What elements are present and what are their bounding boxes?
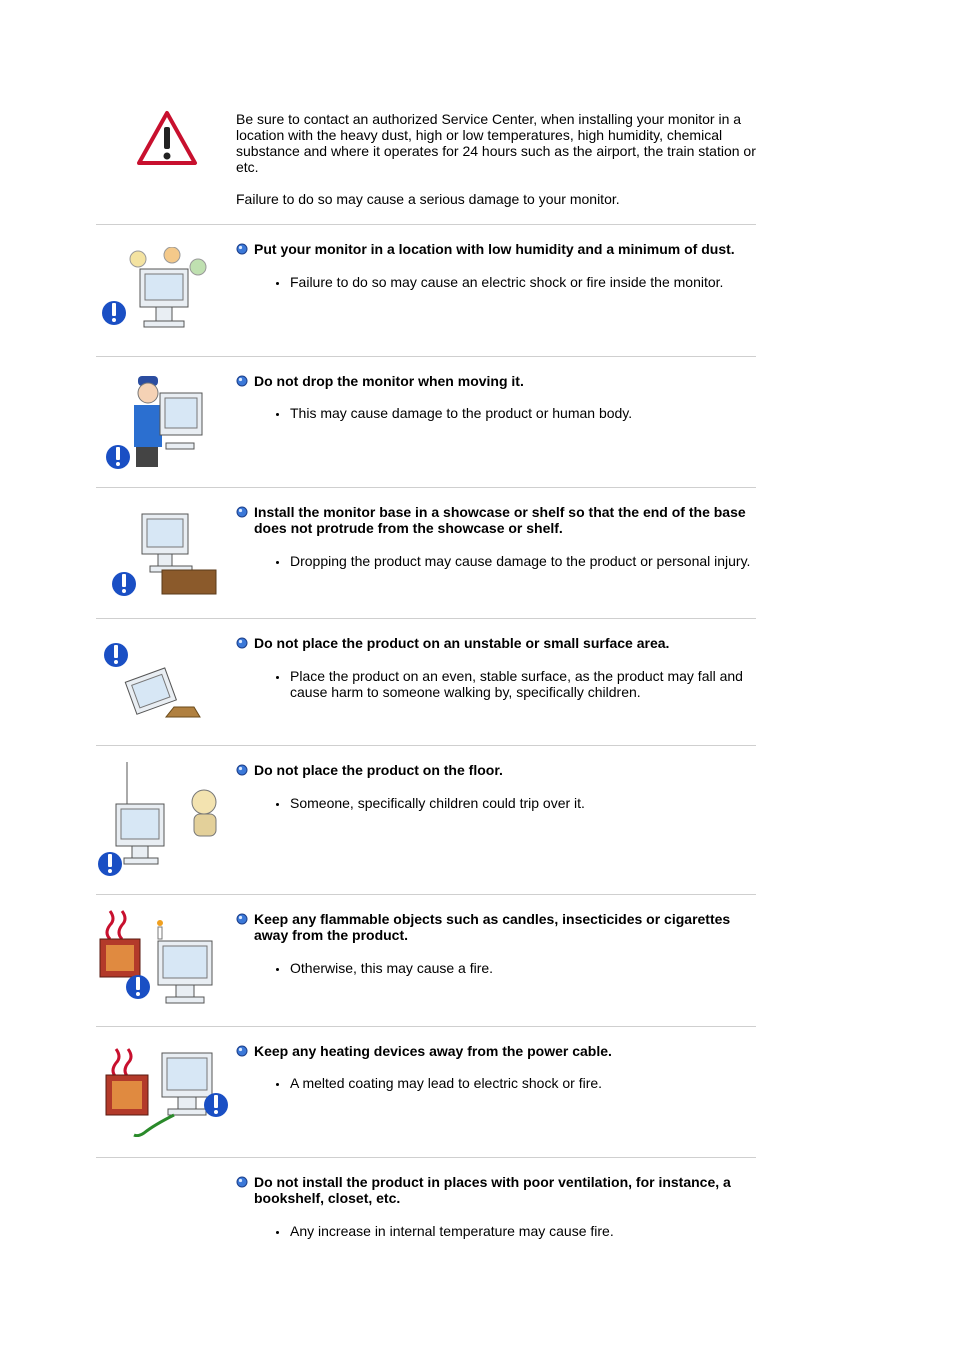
round-bullet-icon — [236, 637, 248, 649]
man-carrying-monitor-illustration — [104, 373, 204, 469]
section-title — [236, 635, 756, 651]
safety-section-6 — [96, 895, 756, 1026]
heater-candle-near-monitor-illustration — [96, 907, 232, 1011]
heater-near-power-cable-illustration — [104, 1045, 230, 1137]
section-title-text: Do not drop the monitor when moving it. — [254, 373, 524, 389]
round-bullet-icon — [236, 1176, 248, 1188]
section-bullets — [236, 1223, 756, 1239]
section-title — [236, 911, 756, 943]
round-bullet-icon — [236, 913, 248, 925]
section-bullets — [236, 795, 756, 811]
section-title — [236, 241, 756, 257]
section-title-text: Keep any flammable objects such as candles, insecticides or cigarettes away from the product. — [254, 911, 731, 943]
section-title — [236, 762, 756, 778]
section-title-text: Install the monitor base in a showcase or shelf so that the end of the base does not protrude from the showcase or shelf. — [254, 504, 746, 536]
monitor-on-floor-with-child-illustration — [96, 760, 228, 878]
bullet-item: Otherwise, this may cause a fire. — [236, 960, 756, 976]
section-title-text: Do not install the product in places with poor ventilation, for instance, a bookshelf, closet, etc. — [254, 1174, 731, 1206]
monitor-on-shelf-edge-illustration — [110, 504, 220, 596]
safety-section-4 — [96, 619, 756, 745]
intro-text — [236, 111, 756, 223]
bullet-item: Someone, specifically children could trip over it. — [236, 795, 756, 811]
section-title-text: Put your monitor in a location with low humidity and a minimum of dust. — [254, 241, 735, 257]
section-title-text: Do not place the product on the floor. — [254, 762, 503, 778]
section-title-text: Keep any heating devices away from the power cable. — [254, 1043, 612, 1059]
safety-section-3 — [96, 488, 756, 618]
section-bullets — [236, 960, 756, 976]
round-bullet-icon — [236, 243, 248, 255]
round-bullet-icon — [236, 506, 248, 518]
round-bullet-icon — [236, 764, 248, 776]
warning-triangle-icon — [136, 110, 198, 166]
section-title — [236, 1174, 756, 1206]
section-bullets — [236, 274, 756, 290]
bullet-item: This may cause damage to the product or human body. — [236, 405, 756, 421]
intro-block — [96, 100, 756, 224]
safety-section-7 — [96, 1027, 756, 1157]
dusty-monitor-illustration — [100, 247, 220, 337]
section-bullets — [236, 1075, 756, 1091]
section-title — [236, 1043, 756, 1059]
intro-paragraph-1: Be sure to contact an authorized Service Center, when installing your monitor in a location with the heavy dust, high or low temperatures, high humidity, chemical substance and where it operates for 24 hours such as the airport, the train station or etc. — [236, 111, 756, 175]
safety-section-5 — [96, 746, 756, 894]
section-title — [236, 373, 756, 389]
safety-section-1 — [96, 225, 756, 356]
round-bullet-icon — [236, 1045, 248, 1057]
bullet-item: A melted coating may lead to electric shock or fire. — [236, 1075, 756, 1091]
safety-section-8 — [96, 1158, 756, 1268]
section-title — [236, 504, 756, 536]
bullet-item: Any increase in internal temperature may cause fire. — [236, 1223, 756, 1239]
bullet-item: Place the product on an even, stable surface, as the product may fall and cause harm to someone walking by, specifically children. — [236, 668, 756, 700]
monitor-falling-illustration — [104, 641, 204, 727]
intro-paragraph-2: Failure to do so may cause a serious damage to your monitor. — [236, 191, 620, 207]
bullet-item: Failure to do so may cause an electric shock or fire inside the monitor. — [236, 274, 756, 290]
section-bullets — [236, 405, 756, 421]
section-bullets — [236, 553, 756, 569]
section-title-text: Do not place the product on an unstable or small surface area. — [254, 635, 670, 651]
round-bullet-icon — [236, 375, 248, 387]
section-bullets — [236, 668, 756, 700]
bullet-item: Dropping the product may cause damage to the product or personal injury. — [236, 553, 756, 569]
safety-section-2 — [96, 357, 756, 487]
